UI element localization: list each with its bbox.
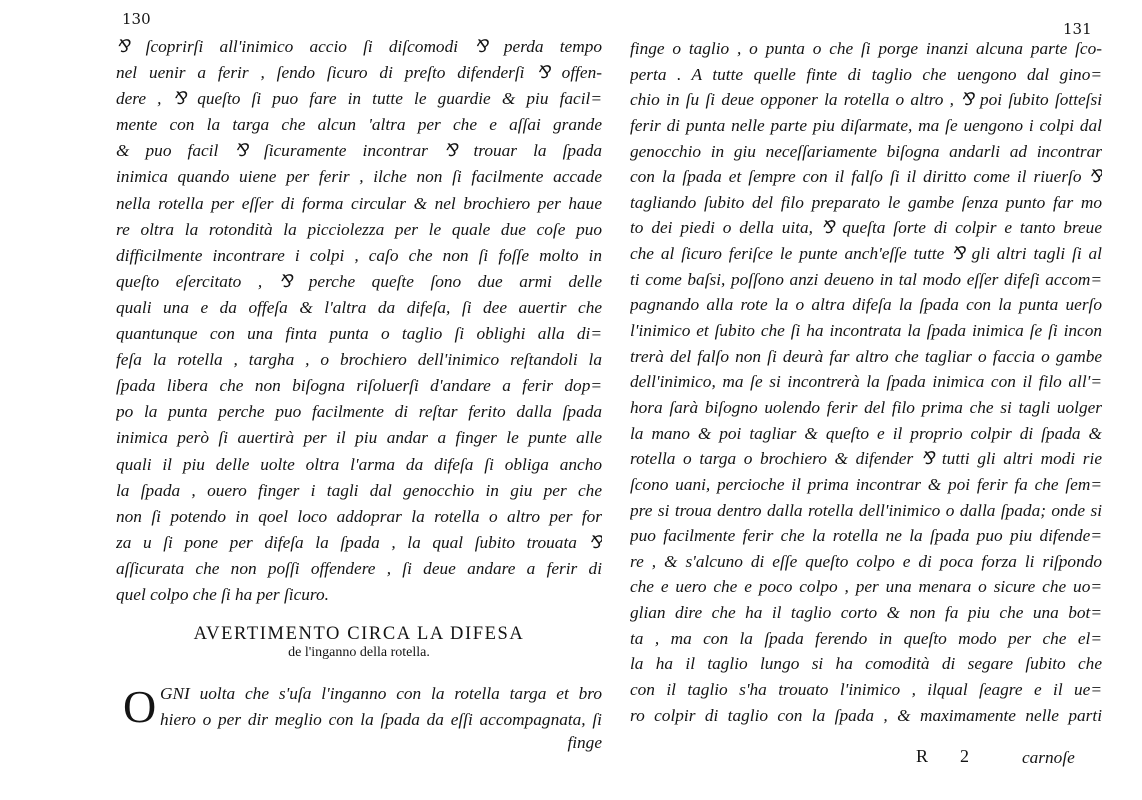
text-line: inimica quando uiene per ferir , ilche non ſi facilmente accade <box>116 167 602 187</box>
text-line: GNI uolta che s'uſa l'inganno con la rotella targa et bro <box>160 684 602 703</box>
text-line: glian dire che ha il taglio corto & non fa piu che una bot= <box>630 603 1102 623</box>
text-line: re , & s'alcuno di eſſe queſto colpo e di poca forza li riſpondo <box>630 551 1102 571</box>
text-line: aſſicurata che non poſſi offendere , ſi deue andare a ferir di <box>116 558 602 578</box>
text-line: quali il piu delle uolte oltra l'arma da difeſa ſi obliga ancho <box>116 454 602 474</box>
text-line: pre si troua dentro dalla rotella dell'inimico o dalla ſpada; onde si <box>630 500 1102 520</box>
text-line: difficilmente incontrare i colpi , caſo che non ſi foſſe molto in <box>116 245 602 265</box>
text-line: queſto eſercitato , ⅋ perche queſte ſono due armi delle <box>116 271 602 291</box>
section-subtitle: de l'inganno della rotella. <box>288 645 430 660</box>
left-page-text <box>116 34 602 608</box>
text-line: che al ſicuro feriſce le punte anch'eſſe tutte ⅋ gli altri tagli ſi al <box>630 244 1102 264</box>
text-line: che e uero che e poco colpo , per una menara o sicure che uo= <box>630 577 1102 597</box>
text-line: ſcono uani, percioche il prima incontrar & poi ferir fa che ſem= <box>630 474 1102 494</box>
text-line: za u ſi pone per difeſa la ſpada , la qual ſubito trouata ⅋ <box>116 532 602 552</box>
signature-mark: R <box>916 746 931 766</box>
signature-number: 2 <box>960 746 969 766</box>
text-line: to dei piedi o della uita, ⅋ queſta ſorte di colpir e tanto breue <box>630 218 1102 238</box>
text-line: inimica però ſi auertirà per il piu andar a finger le punte alle <box>116 428 602 448</box>
text-line: trerà del falſo non ſi deurà far altro che tagliar o faccia o gambe <box>630 346 1102 366</box>
text-line: genocchio in giu neceſſariamente biſogna andarli ad incontrar <box>630 141 1102 161</box>
text-line: ti come baſsi, poſſono anzi deueno in tal modo eſſer difeſi accom= <box>630 269 1102 289</box>
text-line: nel uenir a ferir , ſendo ſicuro di preſto difenderſi ⅋ offen- <box>116 63 602 83</box>
text-line: ⅋ ſcoprirſi all'inimico accio ſi diſcomodi ⅋ perda tempo <box>116 37 602 56</box>
text-line: dere , ⅋ queſto ſi puo fare in tutte le guardie & piu facil= <box>116 89 602 109</box>
right-page-text <box>630 36 1102 728</box>
text-line: con la ſpada et ſempre con il falſo ſi il diritto come il riuerſo ⅋ <box>630 167 1102 187</box>
page-number-left: 130 <box>122 10 151 28</box>
section-paragraph <box>160 681 602 733</box>
text-line: tagliando ſubito del filo preparato le gambe ſenza punto far mo <box>630 192 1102 212</box>
text-line: la ha il taglio lungo si ha comodità di segare ſubito che <box>630 654 1102 674</box>
text-line: perta . A tutte quelle finte di taglio che uengono dal gino= <box>630 64 1102 84</box>
text-line: quantunque con una finta punta o taglio ſi oblighi alla di= <box>116 324 602 344</box>
text-line: ſpada libera che non biſogna riſoluerſi d'andare a ferir dop= <box>116 376 602 396</box>
text-line: mente con la targa che alcun 'altra per che e aſſai grande <box>116 115 602 135</box>
text-line: con il taglio s'ha trouato l'inimico , ilqual ſeagre e il ue= <box>630 680 1102 700</box>
text-line: ta , ma con la ſpada ferendo in queſto modo per che el= <box>630 628 1102 648</box>
text-line: feſa la rotella , targha , o brochiero dell'inimico reſtandoli la <box>116 350 602 370</box>
text-line: quali una e da offeſa & l'altra da difeſa, ſi dee auertir che <box>116 297 602 317</box>
text-line: hiero o per dir meglio con la ſpada da eſſi accompagnata, ſi <box>160 710 602 729</box>
text-line: la mano & poi tagliar & queſto e il proprio colpir di ſpada & <box>630 423 1102 443</box>
text-line: la ſpada , ouero finger i tagli dal genocchio in giu per che <box>116 480 602 500</box>
text-line: rotella o targa o brochiero & difender ⅋ tutti gli altri modi rie <box>630 449 1102 469</box>
text-line: ro colpir di taglio con la ſpada , & maximamente nelle parti <box>630 705 1102 725</box>
text-line: hora ſarà biſogno uolendo ferir del filo prima che si tagli uolger <box>630 397 1102 417</box>
text-line: puo facilmente ferir che la rotella ne la ſpada puo piu difende= <box>630 526 1102 546</box>
text-line: pagnando alla rote la o altra difeſa la ſpada con la punta uerſo <box>630 295 1102 315</box>
text-line: & puo facil ⅋ ſicuramente incontrar ⅋ trouar la ſpada <box>116 141 602 161</box>
text-line: quel colpo che ſi ha per ſicuro. <box>116 584 329 604</box>
catchword-right: carnoſe <box>1022 748 1075 767</box>
text-line: nella rotella per eſſer di forma circular & nel brochiero per haue <box>116 193 602 213</box>
catchword-left: finge <box>567 733 602 752</box>
text-line: po la punta perche puo facilmente di reſtar ferito dalla ſpada <box>116 402 602 422</box>
text-line: ferir di punta nelle parte piu diſarmate, ma ſe uengono i colpi dal <box>630 115 1102 135</box>
drop-cap: O <box>123 681 157 732</box>
text-line: non ſi potendo in qoel loco addoprar la rotella o altro per for <box>116 506 602 526</box>
page-number-right: 131 <box>1063 20 1092 38</box>
text-line: re oltra la rotondità la picciolezza per le quale due coſe puo <box>116 219 602 239</box>
text-line: l'inimico et ſubito che ſi ha incontrata la ſpada inimica ſe ſi incon <box>630 321 1102 341</box>
text-line: dell'inimico, ma ſe si incontrerà la ſpada inimica con il filo all'= <box>630 372 1102 392</box>
text-line: finge o taglio , o punta o che ſi porge inanzi alcuna parte ſco- <box>630 39 1102 58</box>
section-title: AVERTIMENTO CIRCA LA DIFESA <box>193 624 525 644</box>
text-line: chio in ſu ſi deue opponer la rotella o altro , ⅋ poi ſubito ſotteſsi <box>630 90 1102 110</box>
